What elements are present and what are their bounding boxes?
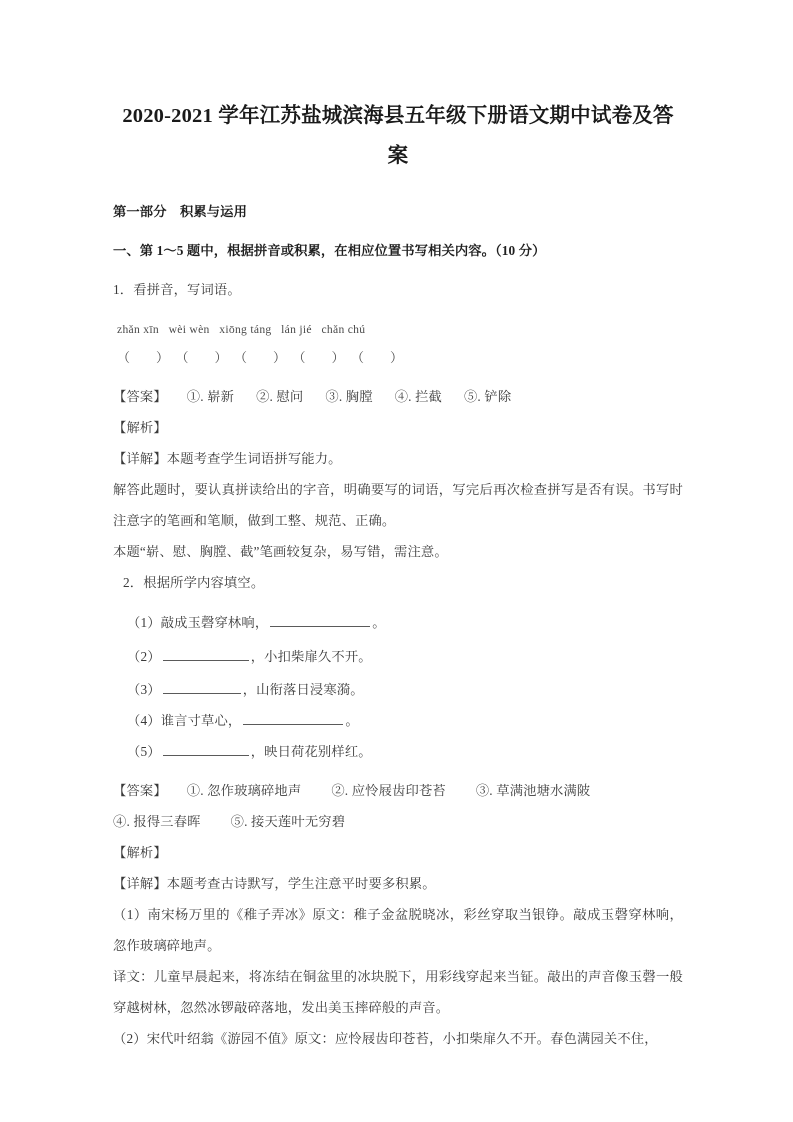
q1-answer-1: ①. 崭新 (186, 389, 235, 404)
q2-item-5-num: （5） (127, 744, 161, 759)
q1-detail-tag: 【详解】 (113, 451, 167, 466)
q2-answer-5: ⑤. 接天莲叶无穷碧 (230, 814, 346, 829)
q2-item-4-after: 。 (345, 713, 359, 728)
q2-answer-1: ①. 忽作玻璃碎地声 (186, 783, 302, 798)
q2-answer-3: ③. 草满池塘水满陂 (475, 783, 591, 798)
q2-item-3 (113, 674, 683, 705)
q1-analysis-tag: 【解析】 (113, 420, 167, 435)
q2-item-1-before: 敲成玉磬穿林响， (160, 615, 269, 630)
q1-answer-4: ④. 拦截 (394, 389, 442, 404)
q2-answer-tag: 【答案】 (113, 783, 167, 798)
q2-item-3-num: （3） (127, 682, 161, 697)
q1-answer-tag: 【答案】 (113, 389, 167, 404)
q2-detail-text: 本题考查古诗默写，学生注意平时要多积累。 (166, 876, 436, 891)
q1-answer-2: ②. 慰问 (256, 389, 304, 404)
question-group-heading: 一、第 1～5 题中，根据拼音或积累，在相应位置书写相关内容。（10 分） (113, 243, 546, 258)
q2-explain-1-translation: 译文：儿童早晨起来，将冻结在铜盆里的冰块脱下，用彩线穿起来当钲。敲出的声音像玉磬一般穿越树林，忽然冰锣敲碎落地，发出美玉摔碎般的声音。 (113, 969, 683, 1015)
q2-item-1-num: （1） (127, 615, 161, 630)
q2-item-1 (113, 606, 683, 640)
q2-item-5 (113, 736, 683, 767)
part-heading: 第一部分 积累与运用 (113, 204, 247, 219)
page-title: 2020-2021 学年江苏盐城滨海县五年级下册语文期中试卷及答案 (122, 105, 674, 167)
q1-answer-5: ⑤. 铲除 (463, 389, 512, 404)
q2-item-2-num: （2） (127, 649, 161, 664)
q2-answer-4: ④. 报得三春晖 (113, 814, 201, 829)
q2-item-2-after: ，小扣柴扉久不开。 (250, 649, 372, 664)
q2-item-3-after: ，山衔落日浸寒漪。 (242, 682, 364, 697)
q2-detail-tag: 【详解】 (113, 876, 167, 891)
q2-analysis-tag: 【解析】 (113, 845, 167, 860)
q2-item-4-before: 谁言寸草心， (160, 713, 242, 728)
q2-item-2-blank[interactable] (163, 647, 249, 661)
q1-detail-text: 本题考查学生词语拼写能力。 (166, 451, 342, 466)
q1-prompt: 1．看拼音，写词语。 (113, 282, 241, 297)
q2-item-5-after: ，映日荷花别样红。 (250, 744, 372, 759)
q1-pinyin-row: zhǎn xīn wèi wèn xiōng táng lán jié chǎn chú (117, 323, 366, 336)
q2-item-1-blank[interactable] (270, 613, 370, 627)
q2-item-5-blank[interactable] (163, 742, 249, 756)
document-content (113, 96, 683, 1054)
q2-item-1-after: 。 (372, 615, 386, 630)
q1-body-2: 本题“崭、慰、胸膛、截”笔画较复杂，易写错，需注意。 (113, 544, 448, 559)
q2-explain-1: （1）南宋杨万里的《稚子弄冰》原文：稚子金盆脱晓冰，彩丝穿取当银铮。敲成玉磬穿林响，忽作玻璃碎地声。 (113, 907, 683, 953)
q2-item-3-blank[interactable] (163, 680, 241, 694)
q2-item-4-num: （4） (127, 713, 161, 728)
q2-prompt: 2．根据所学内容填空。 (123, 575, 265, 590)
q1-body-1: 解答此题时，要认真拼读给出的字音，明确要写的词语，写完后再次检查拼写是否有误。书写时注意字的笔画和笔顺，做到工整、规范、正确。 (113, 482, 683, 528)
q1-bracket-row: （ ） （ ） （ ） （ ） （ ） (117, 350, 404, 365)
q2-item-2 (113, 640, 683, 674)
q1-answer-3: ③. 胸膛 (325, 389, 373, 404)
q1-detail-line (113, 443, 683, 474)
q2-detail-line (113, 868, 683, 899)
q2-answer-2: ②. 应怜屐齿印苍苔 (331, 783, 446, 798)
q2-explain-2: （2）宋代叶绍翁《游园不值》原文：应怜屐齿印苍苔，小扣柴扉久不开。春色满园关不住， (113, 1031, 658, 1046)
q2-answer-line (113, 775, 683, 837)
q1-answer-line (113, 381, 683, 412)
q2-item-4 (113, 705, 683, 736)
q2-item-4-blank[interactable] (243, 711, 343, 725)
